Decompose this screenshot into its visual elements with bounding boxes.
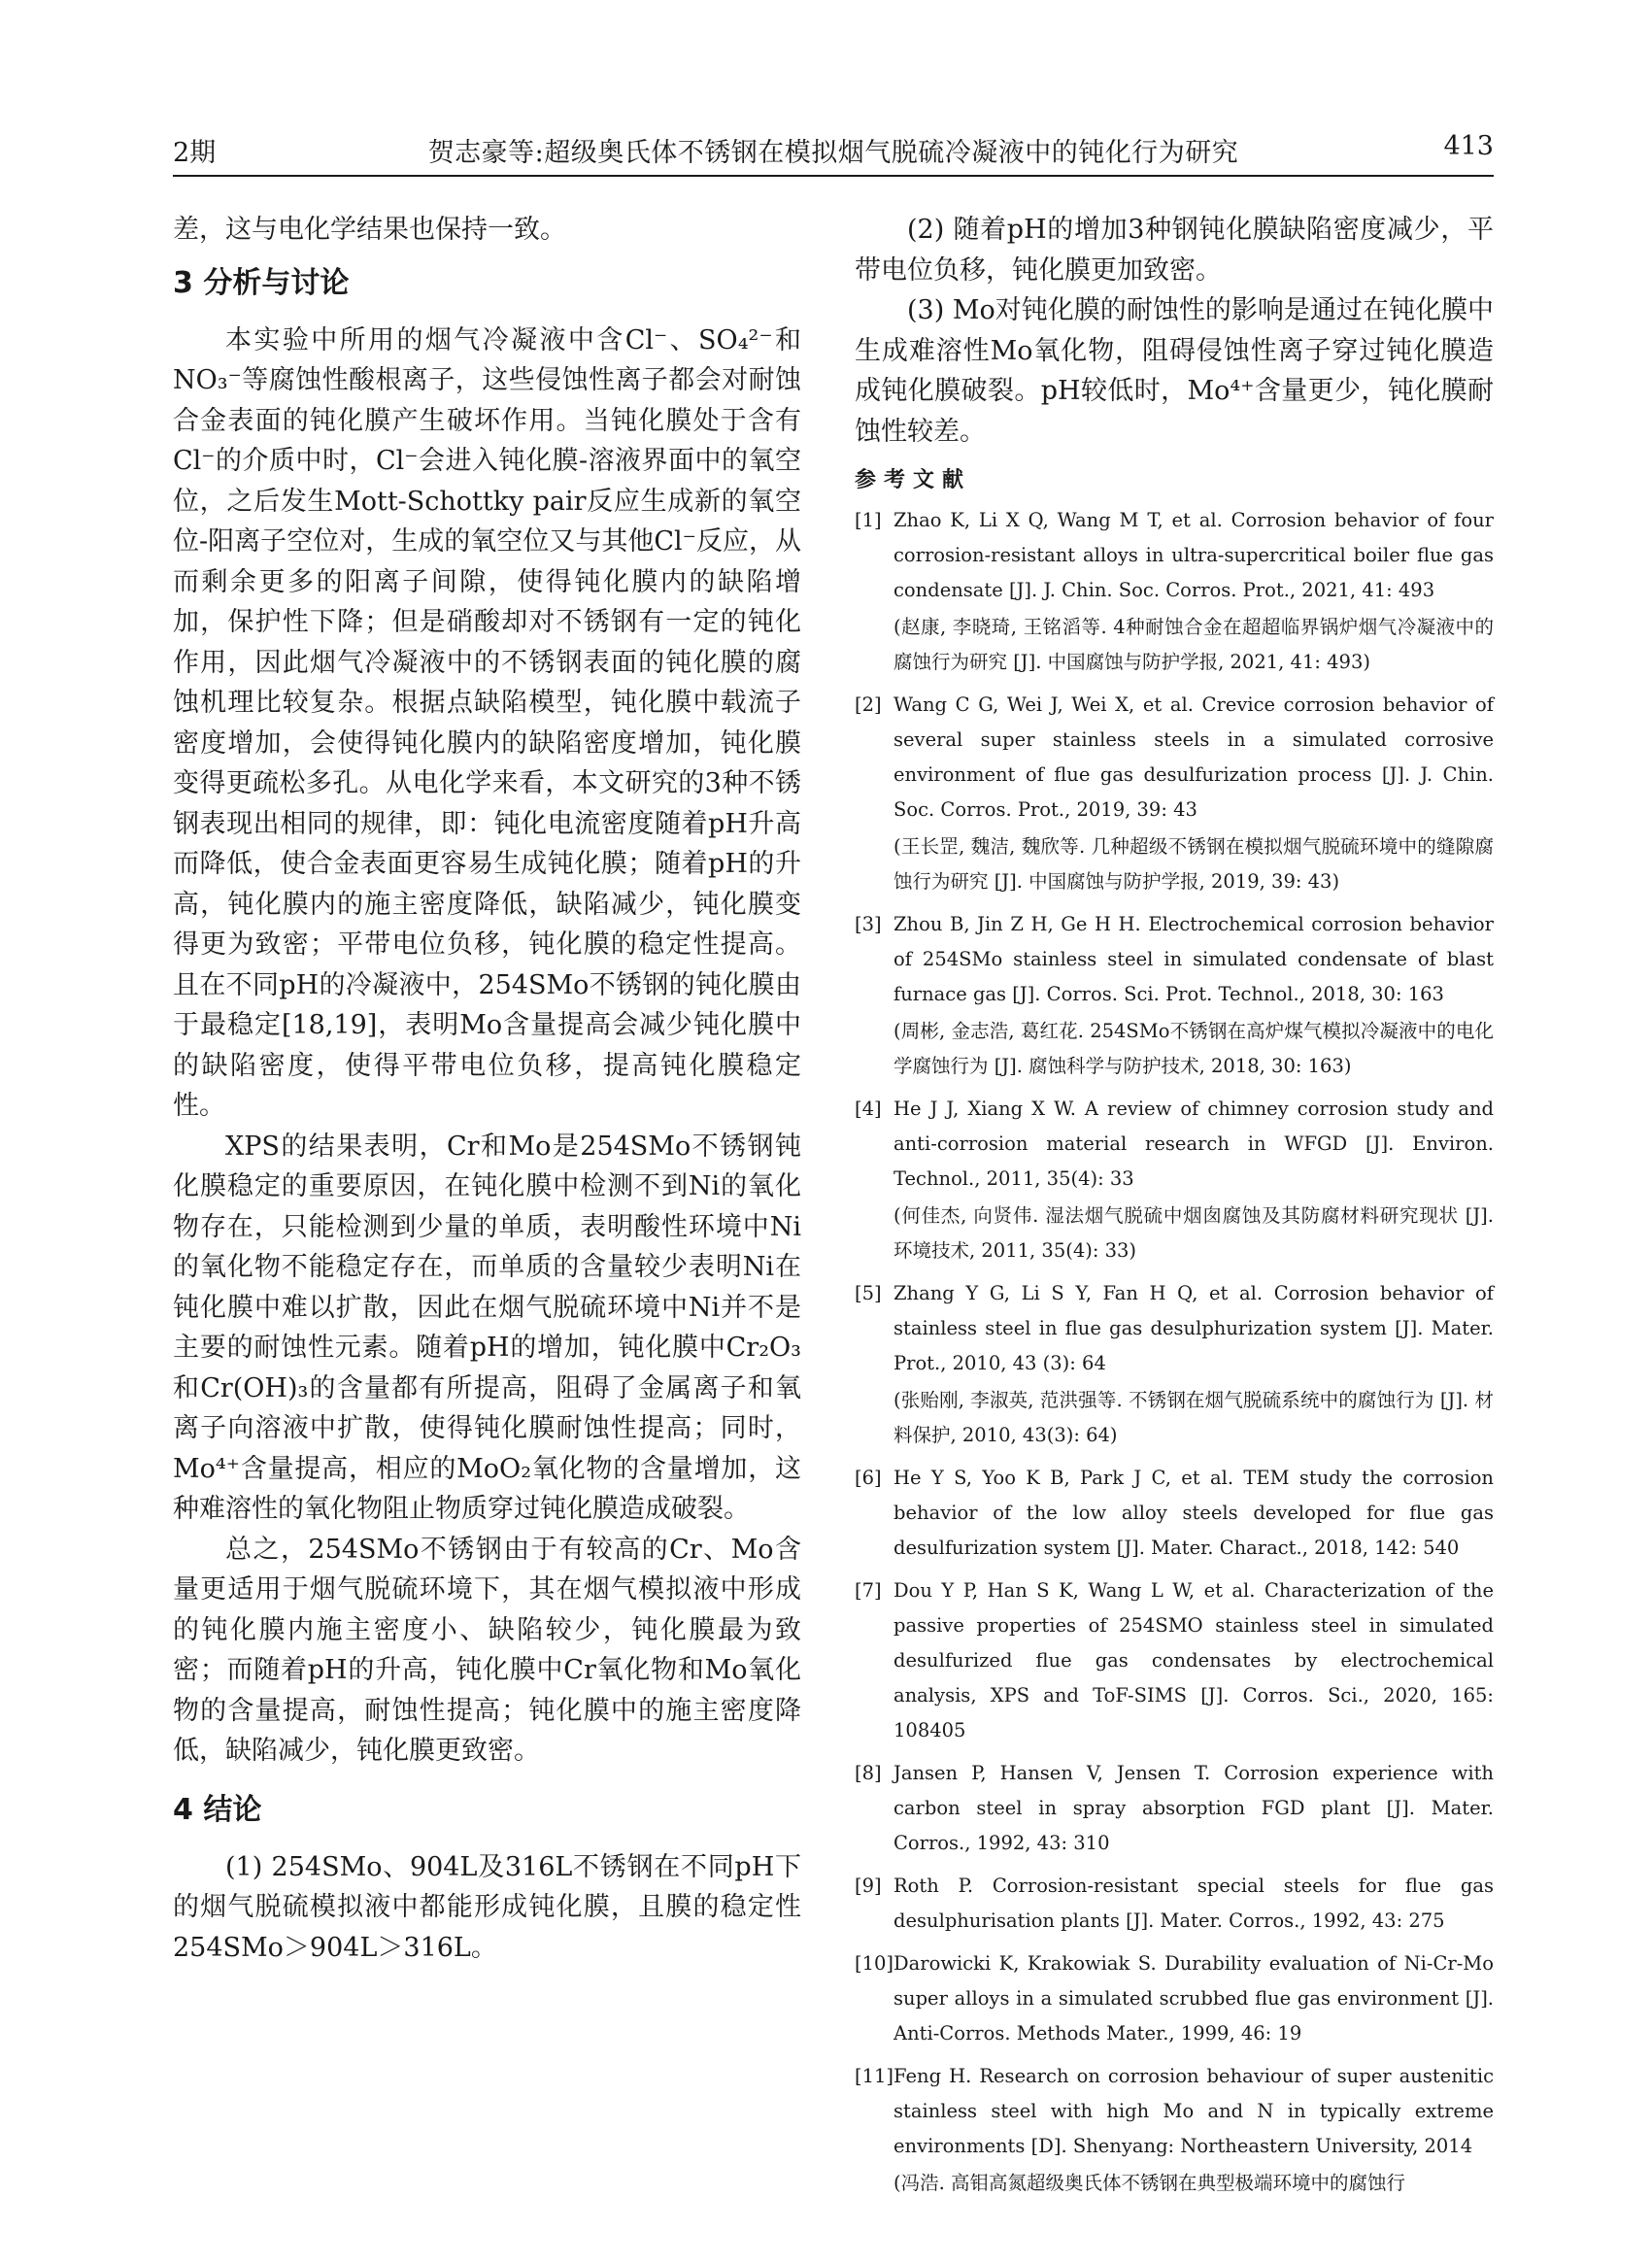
right-column [855, 210, 1494, 2209]
header-rule [173, 175, 1494, 177]
reference-item: [10] Darowicki K, Krakowiak S. Durability evaluation of Ni-Cr-Mo super alloys in a simulated scrubbed flue gas environment [J]. Anti-Corros. Methods Mater., 1999, 46: 19 [855, 1952, 1494, 2044]
reference-item: [1] Zhao K, Li X Q, Wang M T, et al. Corrosion behavior of four corrosion-resistant alloys in ultra-supercritical boiler flue gas condensate [J]. J. Chin. Soc. Corros. Prot., 2021, 41: 493 (赵康, 李晓琦, 王铭滔等. 4种耐蚀合金在超超临界锅炉烟气冷凝液中的腐蚀行为研究 [J]. 中国腐蚀与防护学报, 2021, 41: 493) [855, 509, 1494, 673]
discussion-paragraph-3: 总之，254SMo不锈钢由于有较高的Cr、Mo含量更适用于烟气脱硫环境下，其在烟气模拟液中形成的钝化膜内施主密度小、缺陷较少，钝化膜最为致密；而随着pH的升高，钝化膜中Cr氧化物和Mo氧化物的含量提高，耐蚀性提高；钝化膜中的施主密度降低，缺陷减少，钝化膜更致密。 [173, 1534, 801, 1766]
running-title: 贺志豪等:超级奥氏体不锈钢在模拟烟气脱硫冷凝液中的钝化行为研究 [427, 138, 1239, 168]
section-3-heading: 3 分析与讨论 [173, 265, 350, 300]
reference-item: [4] He J J, Xiang X W. A review of chimney corrosion study and anti-corrosion material research in WFGD [J]. Environ. Technol., 2011, 35(4): 33 (何佳杰, 向贤伟. 湿法烟气脱硫中烟囱腐蚀及其防腐材料研究现状 [J]. 环境技术, 2011, 35(4): 33) [855, 1098, 1494, 1262]
reference-item: [7] Dou Y P, Han S K, Wang L W, et al. Characterization of the passive properties of 254SMO stainless steel in simulated desulfurized flue gas condensates by electrochemical analysis, XPS and ToF-SIMS [J]. Corros. Sci., 2020, 165: 108405 [855, 1579, 1494, 1741]
running-header [173, 131, 1494, 170]
conclusion-1: (1) 254SMo、904L及316L不锈钢在不同pH下的烟气脱硫模拟液中都能形成钝化膜，且膜的稳定性254SMo＞904L＞316L。 [173, 1851, 801, 1963]
references-heading: 参考文献 [855, 468, 972, 492]
reference-item: [2] Wang C G, Wei J, Wei X, et al. Crevice corrosion behavior of several super stainless steels in a simulated corrosive environment of flue gas desulfurization process [J]. J. Chin. Soc. Corros. Prot., 2019, 39: 43 (王长罡, 魏洁, 魏欣等. 几种超级不锈钢在模拟烟气脱硫环境中的缝隙腐蚀行为研究 [J]. 中国腐蚀与防护学报, 2019, 39: 43) [855, 693, 1494, 893]
reference-item: [5] Zhang Y G, Li S Y, Fan H Q, et al. Corrosion behavior of stainless steel in flue gas desulphurization system [J]. Mater. Prot., 2010, 43 (3): 64 (张贻刚, 李淑英, 范洪强等. 不锈钢在烟气脱硫系统中的腐蚀行为 [J]. 材料保护, 2010, 43(3): 64) [855, 1282, 1494, 1446]
issue-number: 2期 [173, 138, 217, 168]
carryover-text: 差，这与电化学结果也保持一致。 [173, 215, 566, 245]
reference-item: [9] Roth P. Corrosion-resistant special steels for flue gas desulphurisation plants [J]. Mater. Corros., 1992, 43: 275 [855, 1875, 1494, 1932]
conclusion-3: (3) Mo对钝化膜的耐蚀性的影响是通过在钝化膜中生成难溶性Mo氧化物，阻碍侵蚀性离子穿过钝化膜造成钝化膜破裂。pH较低时，Mo⁴⁺含量更少，钝化膜耐蚀性较差。 [855, 295, 1494, 447]
conclusion-2: (2) 随着pH的增加3种钢钝化膜缺陷密度减少，平带电位负移，钝化膜更加致密。 [855, 215, 1494, 286]
reference-item: [8] Jansen P, Hansen V, Jensen T. Corrosion experience with carbon steel in spray absorption FGD plant [J]. Mater. Corros., 1992, 43: 310 [855, 1762, 1494, 1854]
reference-item: [11] Feng H. Research on corrosion behaviour of super austenitic stainless steel with high Mo and N in typically extreme environments [D]. Shenyang: Northeastern University, 2014 (冯浩. 高钼高氮超级奥氏体不锈钢在典型极端环境中的腐蚀行 [855, 2065, 1494, 2194]
section-4-heading: 4 结论 [173, 1792, 262, 1827]
discussion-paragraph-2: XPS的结果表明，Cr和Mo是254SMo不锈钢钝化膜稳定的重要原因，在钝化膜中检测不到Ni的氧化物存在，只能检测到少量的单质，表明酸性环境中Ni的氧化物不能稳定存在，而单质的含量较少表明Ni在钝化膜中难以扩散，因此在烟气脱硫环境中Ni并不是主要的耐蚀性元素。随着pH的增加，钝化膜中Cr₂O₃和Cr(OH)₃的含量都有所提高，阻碍了金属离子和氧离子向溶液中扩散，使得钝化膜耐蚀性提高；同时，Mo⁴⁺含量提高，相应的MoO₂氧化物的含量增加，这种难溶性的氧化物阻止物质穿过钝化膜造成破裂。 [173, 1131, 801, 1524]
reference-item: [6] He Y S, Yoo K B, Park J C, et al. TEM study the corrosion behavior of the low alloy steels developed for flue gas desulfurization system [J]. Mater. Charact., 2018, 142: 540 [855, 1467, 1494, 1559]
reference-item: [3] Zhou B, Jin Z H, Ge H H. Electrochemical corrosion behavior of 254SMo stainless steel in simulated condensate of blast furnace gas [J]. Corros. Sci. Prot. Technol., 2018, 30: 163 (周彬, 金志浩, 葛红花. 254SMo不锈钢在高炉煤气模拟冷凝液中的电化学腐蚀行为 [J]. 腐蚀科学与防护技术, 2018, 30: 163) [855, 913, 1494, 1077]
reference-list [855, 503, 1494, 2201]
discussion-paragraph-1: 本实验中所用的烟气冷凝液中含Cl⁻、SO₄²⁻和NO₃⁻等腐蚀性酸根离子，这些侵蚀性离子都会对耐蚀合金表面的钝化膜产生破坏作用。当钝化膜处于含有Cl⁻的介质中时，Cl⁻会进入钝化膜-溶液界面中的氧空位，之后发生Mott-Schottky pair反应生成新的氧空位-阳离子空位对，生成的氧空位又与其他Cl⁻反应，从而剩余更多的阳离子间隙，使得钝化膜内的缺陷增加，保护性下降；但是硝酸却对不锈钢有一定的钝化作用，因此烟气冷凝液中的不锈钢表面的钝化膜的腐蚀机理比较复杂。根据点缺陷模型，钝化膜中载流子密度增加，会使得钝化膜内的缺陷密度增加，钝化膜变得更疏松多孔。从电化学来看，本文研究的3种不锈钢表现出相同的规律，即：钝化电流密度随着pH升高而降低，使合金表面更容易生成钝化膜；随着pH的升高，钝化膜内的施主密度降低，缺陷减少，钝化膜变得更为致密；平带电位负移，钝化膜的稳定性提高。且在不同pH的冷凝液中，254SMo不锈钢的钝化膜由于最稳定[18,19]，表明Mo含量提高会减少钝化膜中的缺陷密度，使得平带电位负移，提高钝化膜稳定性。 [173, 324, 801, 1121]
page-number: 413 [1443, 131, 1494, 161]
left-column [173, 210, 801, 1968]
